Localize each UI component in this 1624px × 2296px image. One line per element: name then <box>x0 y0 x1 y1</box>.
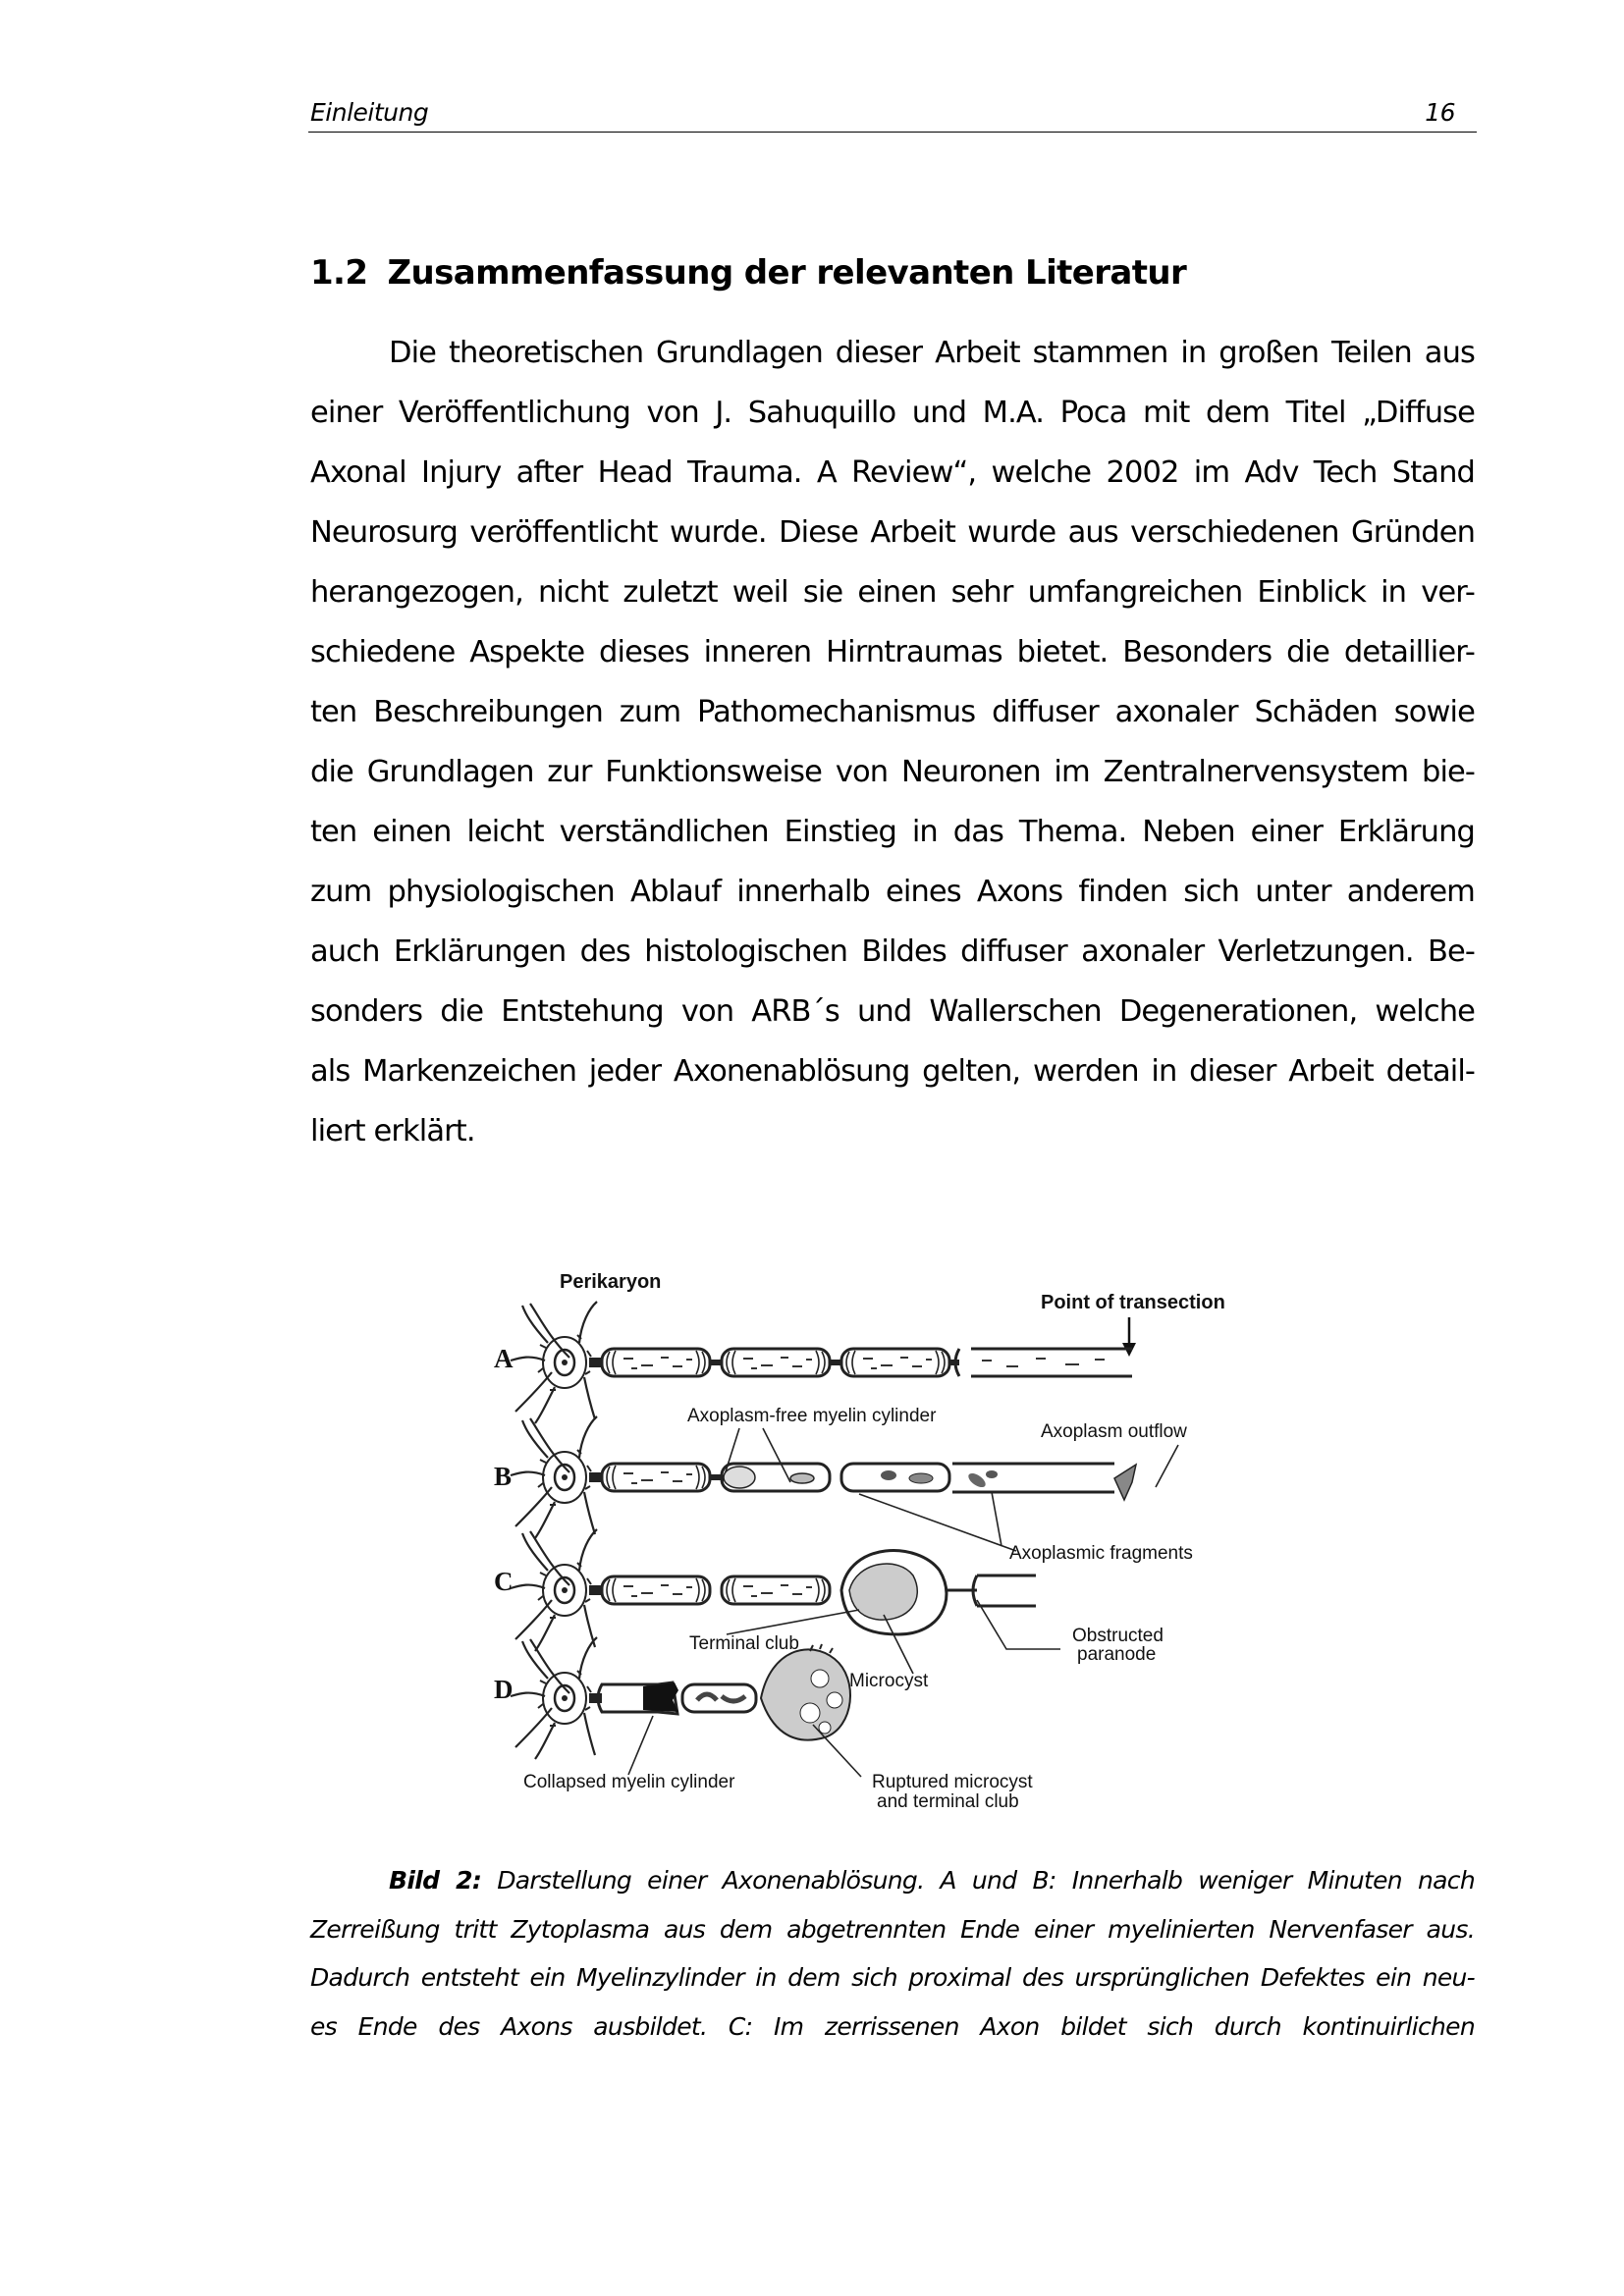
row-label-d: D <box>494 1675 514 1704</box>
body-line: sonders die Entstehung von ARB´s und Wallerschen Degenerationen, welche <box>310 994 1475 1029</box>
body-line: auch Erklärungen des histologischen Bildes diffuser axonaler Verletzungen. Be- <box>310 934 1475 969</box>
label-ruptured-1: Ruptured microcyst <box>872 1772 1033 1792</box>
label-obstructed-2: paranode <box>1077 1644 1157 1665</box>
label-axoplasm-free-myelin-cylinder: Axoplasm-free myelin cylinder <box>687 1406 937 1426</box>
label-point-of-transection: Point of transection <box>1041 1292 1225 1313</box>
body-line: als Markenzeichen jeder Axonenablösung gelten, werden in dieser Arbeit detail- <box>310 1054 1475 1089</box>
page-number: 16 <box>1425 98 1455 127</box>
neuron-row-d <box>511 1637 850 1759</box>
caption-line: Dadurch entsteht ein Myelinzylinder in dem sich proximal des ursprünglichen Defektes ein neu- <box>310 1963 1475 1992</box>
figure-caption <box>310 1863 1475 2057</box>
label-ruptured-2: and terminal club <box>877 1791 1019 1812</box>
label-axoplasmic-fragments: Axoplasmic fragments <box>1009 1543 1193 1564</box>
label-perikaryon: Perikaryon <box>560 1271 662 1293</box>
section-title: Zusammenfassung der relevanten Literatur <box>387 253 1187 293</box>
section-number: 1.2 <box>310 253 368 293</box>
body-line: die Grundlagen zur Funktionsweise von Neuronen im Zentralnervensystem bie- <box>310 755 1475 789</box>
label-terminal-club: Terminal club <box>689 1633 799 1654</box>
body-line: einer Veröffentlichung von J. Sahuquillo und M.A. Poca mit dem Titel „Diffuse <box>310 396 1475 430</box>
caption-label: Bild 2: <box>389 1866 482 1895</box>
body-line: herangezogen, nicht zuletzt weil sie einen sehr umfangreichen Einblick in ver- <box>310 575 1475 610</box>
chapter-title: Einleitung <box>310 98 429 127</box>
row-label-c: C <box>494 1567 514 1596</box>
axon-degeneration-figure <box>486 1247 1301 1836</box>
body-line: Axonal Injury after Head Trauma. A Review“, welche 2002 im Adv Tech Stand <box>310 455 1475 490</box>
row-label-b: B <box>494 1462 513 1491</box>
label-obstructed-1: Obstructed <box>1072 1626 1164 1646</box>
label-microcyst: Microcyst <box>849 1671 929 1691</box>
running-header <box>308 98 1477 133</box>
label-collapsed-myelin-cylinder: Collapsed myelin cylinder <box>523 1772 735 1792</box>
section-heading <box>310 253 1186 293</box>
label-axoplasm-outflow: Axoplasm outflow <box>1041 1421 1187 1442</box>
body-line: zum physiologischen Ablauf innerhalb eines Axons finden sich unter anderem <box>310 875 1475 909</box>
body-line: liert erklärt. <box>310 1114 475 1148</box>
body-line: Neurosurg veröffentlicht wurde. Diese Arbeit wurde aus verschiedenen Gründen <box>310 515 1475 550</box>
body-paragraph <box>310 332 1475 1170</box>
body-line: schiedene Aspekte dieses inneren Hirntraumas bietet. Besonders die detaillier- <box>310 635 1475 669</box>
body-line: ten einen leicht verständlichen Einstieg in das Thema. Neben einer Erklärung <box>310 815 1475 849</box>
caption-line: Zerreißung tritt Zytoplasma aus dem abgetrennten Ende einer myelinierten Nervenfaser aus. <box>310 1914 1475 1944</box>
body-line: Die theoretischen Grundlagen dieser Arbeit stammen in großen Teilen aus <box>389 336 1475 370</box>
row-label-a: A <box>494 1344 514 1373</box>
axon-diagram <box>486 1247 1301 1836</box>
caption-line: es Ende des Axons ausbildet. C: Im zerrissenen Axon bildet sich durch kontinuirlichen <box>310 2011 1475 2041</box>
caption-line: Bild 2: Darstellung einer Axonenablösung. A und B: Innerhalb weniger Minuten nach <box>389 1866 1475 1895</box>
body-line: ten Beschreibungen zum Pathomechanismus diffuser axonaler Schäden sowie <box>310 695 1475 729</box>
